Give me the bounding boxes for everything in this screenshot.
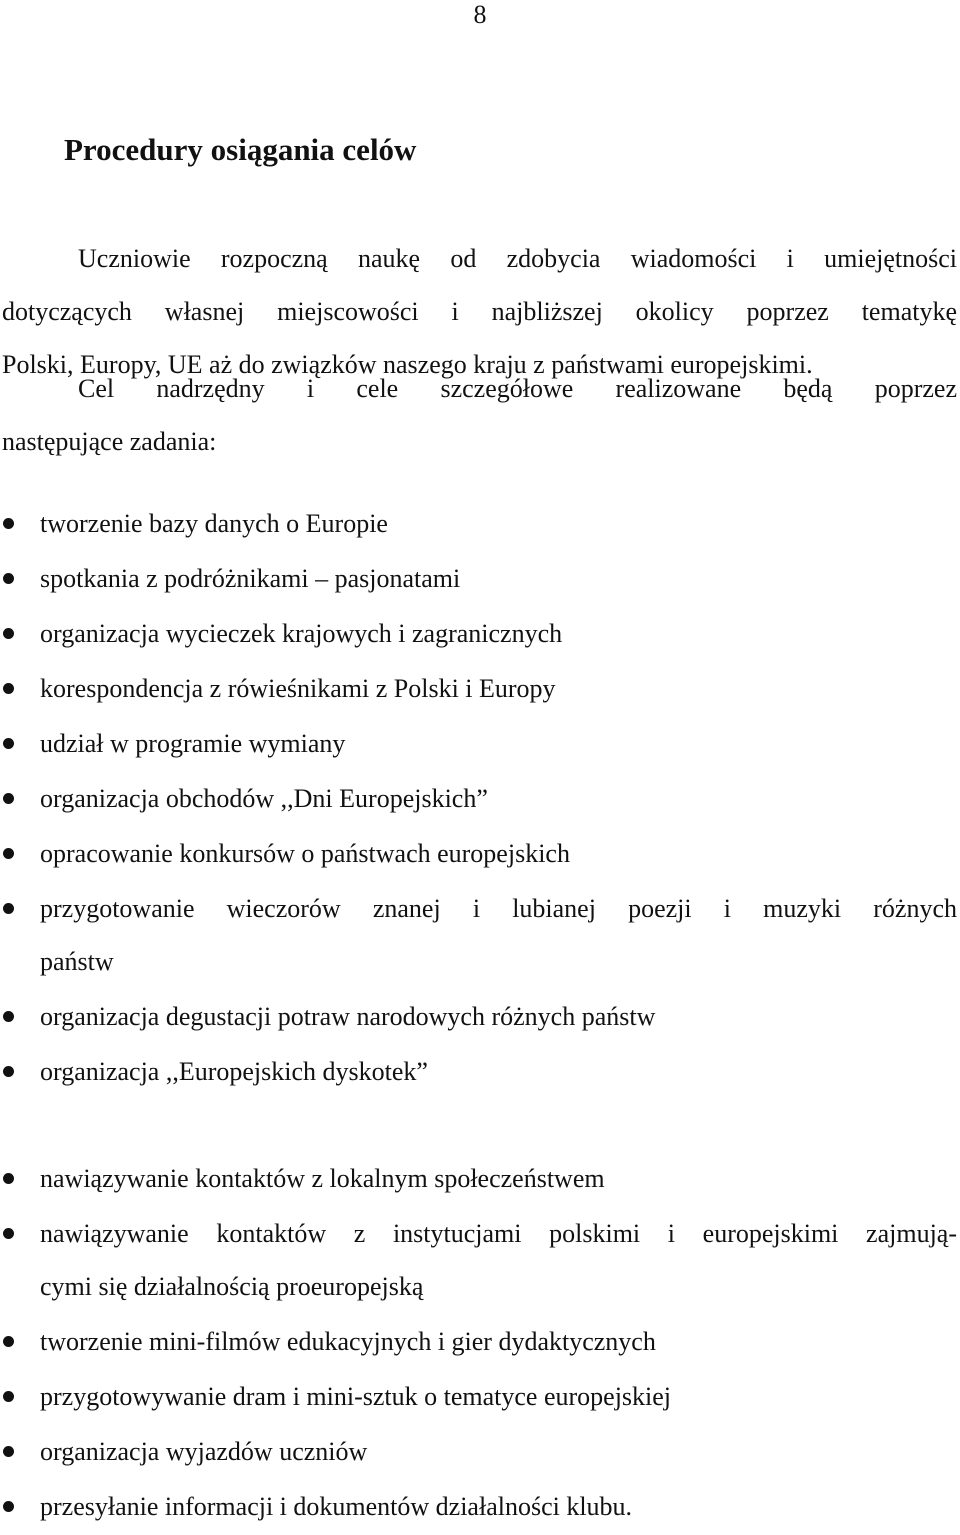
bullet-icon [3, 1228, 14, 1239]
list-item-text: nawiązywanie kontaktów z lokalnym społeczeństwem [40, 1164, 605, 1193]
list-item-text: opracowanie konkursów o państwach europejskich [40, 839, 570, 868]
bullet-icon [3, 683, 14, 694]
list-item-text: organizacja wycieczek krajowych i zagranicznych [40, 619, 563, 648]
bullet-icon [3, 1391, 14, 1402]
list-item-line: nawiązywanie kontaktów z instytucjami polskimi i europejskimi zajmują- [40, 1219, 957, 1248]
list-item [0, 1480, 960, 1533]
bullet-icon [3, 1011, 14, 1022]
paragraph-line: Polski, Europy, UE aż do związków naszego kraju z państwami europejskimi. [2, 350, 813, 379]
list-item-line: państw [40, 947, 114, 976]
list-item-text: tworzenie bazy danych o Europie [40, 509, 388, 538]
list-item [0, 772, 960, 825]
bullet-icon [3, 903, 14, 914]
list-item [0, 1425, 960, 1478]
bullet-icon [3, 1501, 14, 1512]
list-item-text: korespondencja z rówieśnikami z Polski i Europy [40, 674, 556, 703]
list-item-text: organizacja wyjazdów uczniów [40, 1437, 368, 1466]
list-item-line: przygotowanie wieczorów znanej i lubianej poezji i muzyki różnych [40, 894, 957, 923]
bullet-icon [3, 848, 14, 859]
list-item [0, 1152, 960, 1205]
goals-paragraph [2, 362, 957, 468]
list-item-line: cymi się działalnością proeuropejską [40, 1272, 424, 1301]
paragraph-line: następujące zadania: [2, 427, 217, 456]
list-item [0, 607, 960, 660]
bullet-icon [3, 573, 14, 584]
task-list-primary [0, 497, 960, 1100]
bullet-icon [3, 628, 14, 639]
bullet-icon [3, 1446, 14, 1457]
list-item [0, 1045, 960, 1098]
bullet-icon [3, 1173, 14, 1184]
list-item [0, 497, 960, 550]
bullet-icon [3, 738, 14, 749]
list-item-text: tworzenie mini-filmów edukacyjnych i gier dydaktycznych [40, 1327, 656, 1356]
list-item [0, 827, 960, 880]
list-item [0, 717, 960, 770]
bullet-icon [3, 1336, 14, 1347]
list-item-text: udział w programie wymiany [40, 729, 346, 758]
task-list-secondary [0, 1152, 960, 1535]
list-item-text: organizacja obchodów ,,Dni Europejskich” [40, 784, 488, 813]
list-item-text: przygotowywanie dram i mini-sztuk o tematyce europejskiej [40, 1382, 672, 1411]
list-item [0, 1370, 960, 1423]
list-item [0, 990, 960, 1043]
list-item [0, 552, 960, 605]
list-item [0, 662, 960, 715]
section-heading: Procedury osiągania celów [64, 132, 417, 167]
paragraph-line: dotyczących własnej miejscowości i najbliższej okolicy poprzez tematykę [2, 297, 957, 326]
list-item-text: organizacja degustacji potraw narodowych różnych państw [40, 1002, 656, 1031]
paragraph-line: Cel nadrzędny i cele szczegółowe realizowane będą poprzez [78, 374, 957, 403]
list-item-text: organizacja ,,Europejskich dyskotek” [40, 1057, 428, 1086]
bullet-icon [3, 1066, 14, 1077]
bullet-icon [3, 518, 14, 529]
paragraph-line: Uczniowie rozpoczną naukę od zdobycia wiadomości i umiejętności [78, 244, 957, 273]
bullet-icon [3, 793, 14, 804]
list-item-text: spotkania z podróżnikami – pasjonatami [40, 564, 461, 593]
list-item [0, 1315, 960, 1368]
list-item [0, 882, 960, 988]
page-number: 8 [473, 0, 487, 29]
list-item-text: przesyłanie informacji i dokumentów działalności klubu. [40, 1492, 633, 1521]
list-item-text [40, 1207, 957, 1313]
list-item [0, 1207, 960, 1313]
list-item-text [40, 882, 957, 988]
